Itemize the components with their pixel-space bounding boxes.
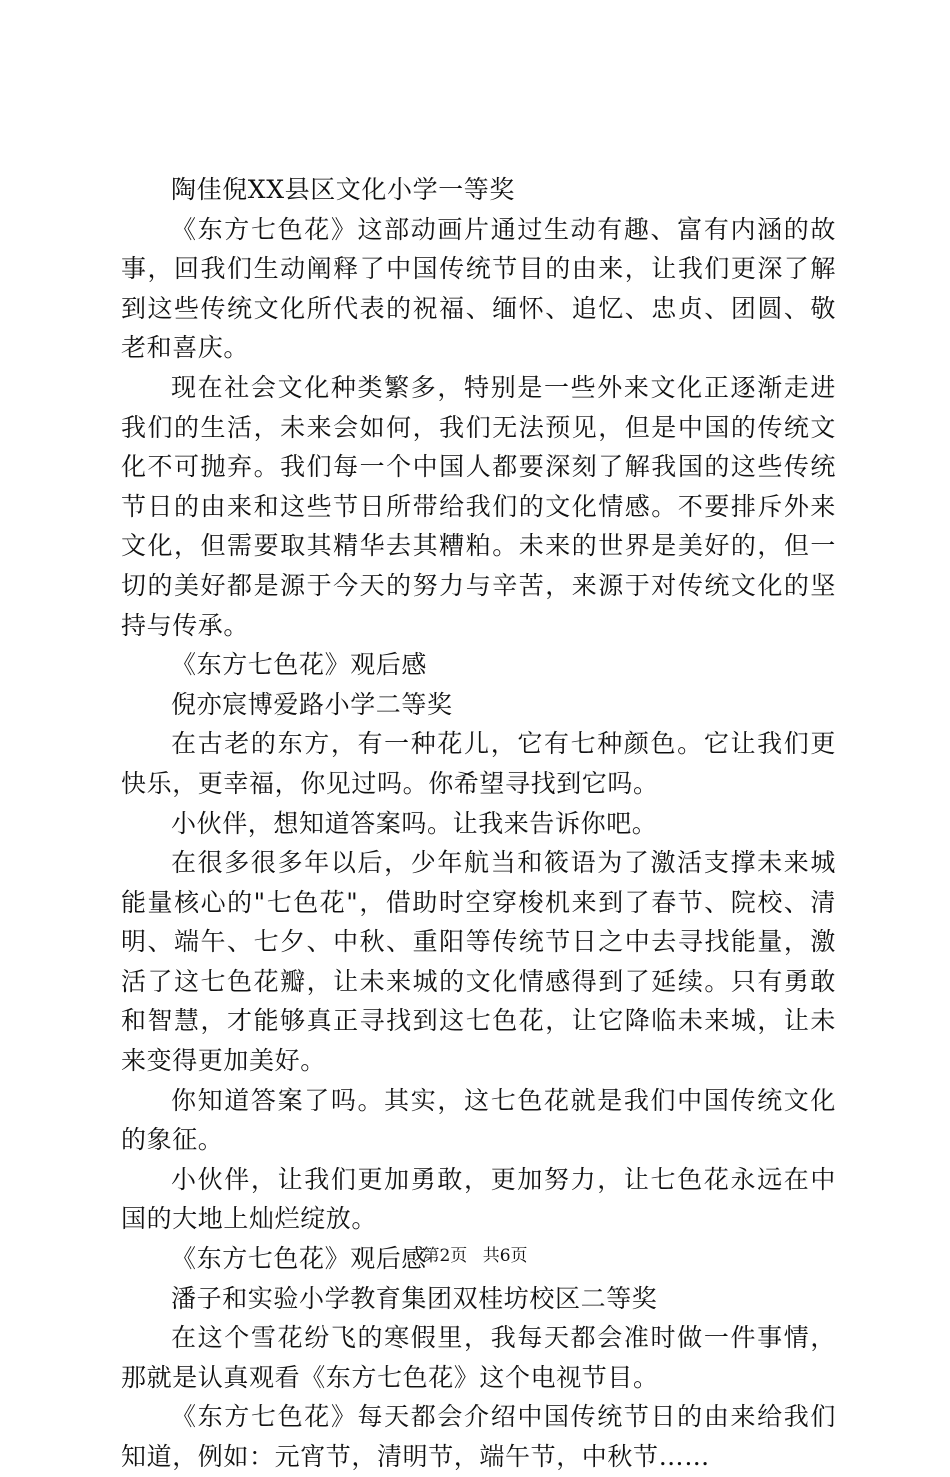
paragraph-author-award: 潘子和实验小学教育集团双桂坊校区二等奖 [171,1283,658,1313]
essay-title: 《东方七色花》观后感 [171,650,428,680]
paragraph: 在很多很多年以后，少年航当和筱语为了激活支撑未来城能量核心的"七色花"，借助时空穿梭机来到了春节、院校、清明、端午、七夕、中秋、重阳等传统节日之中去寻找能量，激活了这七色花瓣，让未来城的文化情感得到了延续。只有勇敢和智慧，才能够真正寻找到这七色花，让它降临未来城，让未来变得更加美好。 [121,848,836,1076]
paragraph: 小伙伴，让我们更加勇敢，更加努力，让七色花永远在中国的大地上灿烂绽放。 [121,1164,836,1234]
page-number: 第2页 [422,1246,468,1266]
paragraph-author-award: 倪亦宸博爱路小学二等奖 [171,689,453,719]
document-body [121,170,836,1477]
paragraph: 在古老的东方，有一种花儿，它有七种颜色。它让我们更快乐，更幸福，你见过吗。你希望寻找到它吗。 [121,729,836,798]
paragraph: 小伙伴，想知道答案吗。让我来告诉你吧。 [171,808,658,838]
paragraph: 《东方七色花》每天都会介绍中国传统节日的由来给我们知道，例如：元宵节，清明节，端午节，中秋节…… [121,1402,836,1471]
paragraph: 在这个雪花纷飞的寒假里，我每天都会准时做一件事情，那就是认真观看《东方七色花》这个电视节目。 [121,1323,836,1392]
page-total: 共6页 [482,1246,528,1266]
paragraph: 现在社会文化种类繁多，特别是一些外来文化正逐渐走进我们的生活，未来会如何，我们无法预见，但是中国的传统文化不可抛弃。我们每一个中国人都要深刻了解我国的这些传统节日的由来和这些节日所带给我们的文化情感。不要排斥外来文化，但需要取其精华去其糟粕。未来的世界是美好的，但一切的美好都是源于今天的努力与辛苦，来源于对传统文化的坚持与传承。 [121,372,836,640]
paragraph: 《东方七色花》这部动画片通过生动有趣、富有内涵的故事，回我们生动阐释了中国传统节目的由来，让我们更深了解到这些传统文化所代表的祝福、缅怀、追忆、忠贞、团圆、敬老和喜庆。 [121,214,836,363]
essay-title: 《东方七色花》观后感 [171,1244,428,1274]
paragraph: 你知道答案了吗。其实，这七色花就是我们中国传统文化的象征。 [121,1085,836,1155]
page-footer [0,1246,950,1266]
paragraph-author-award: 陶佳倪XX县区文化小学一等奖 [171,175,515,204]
